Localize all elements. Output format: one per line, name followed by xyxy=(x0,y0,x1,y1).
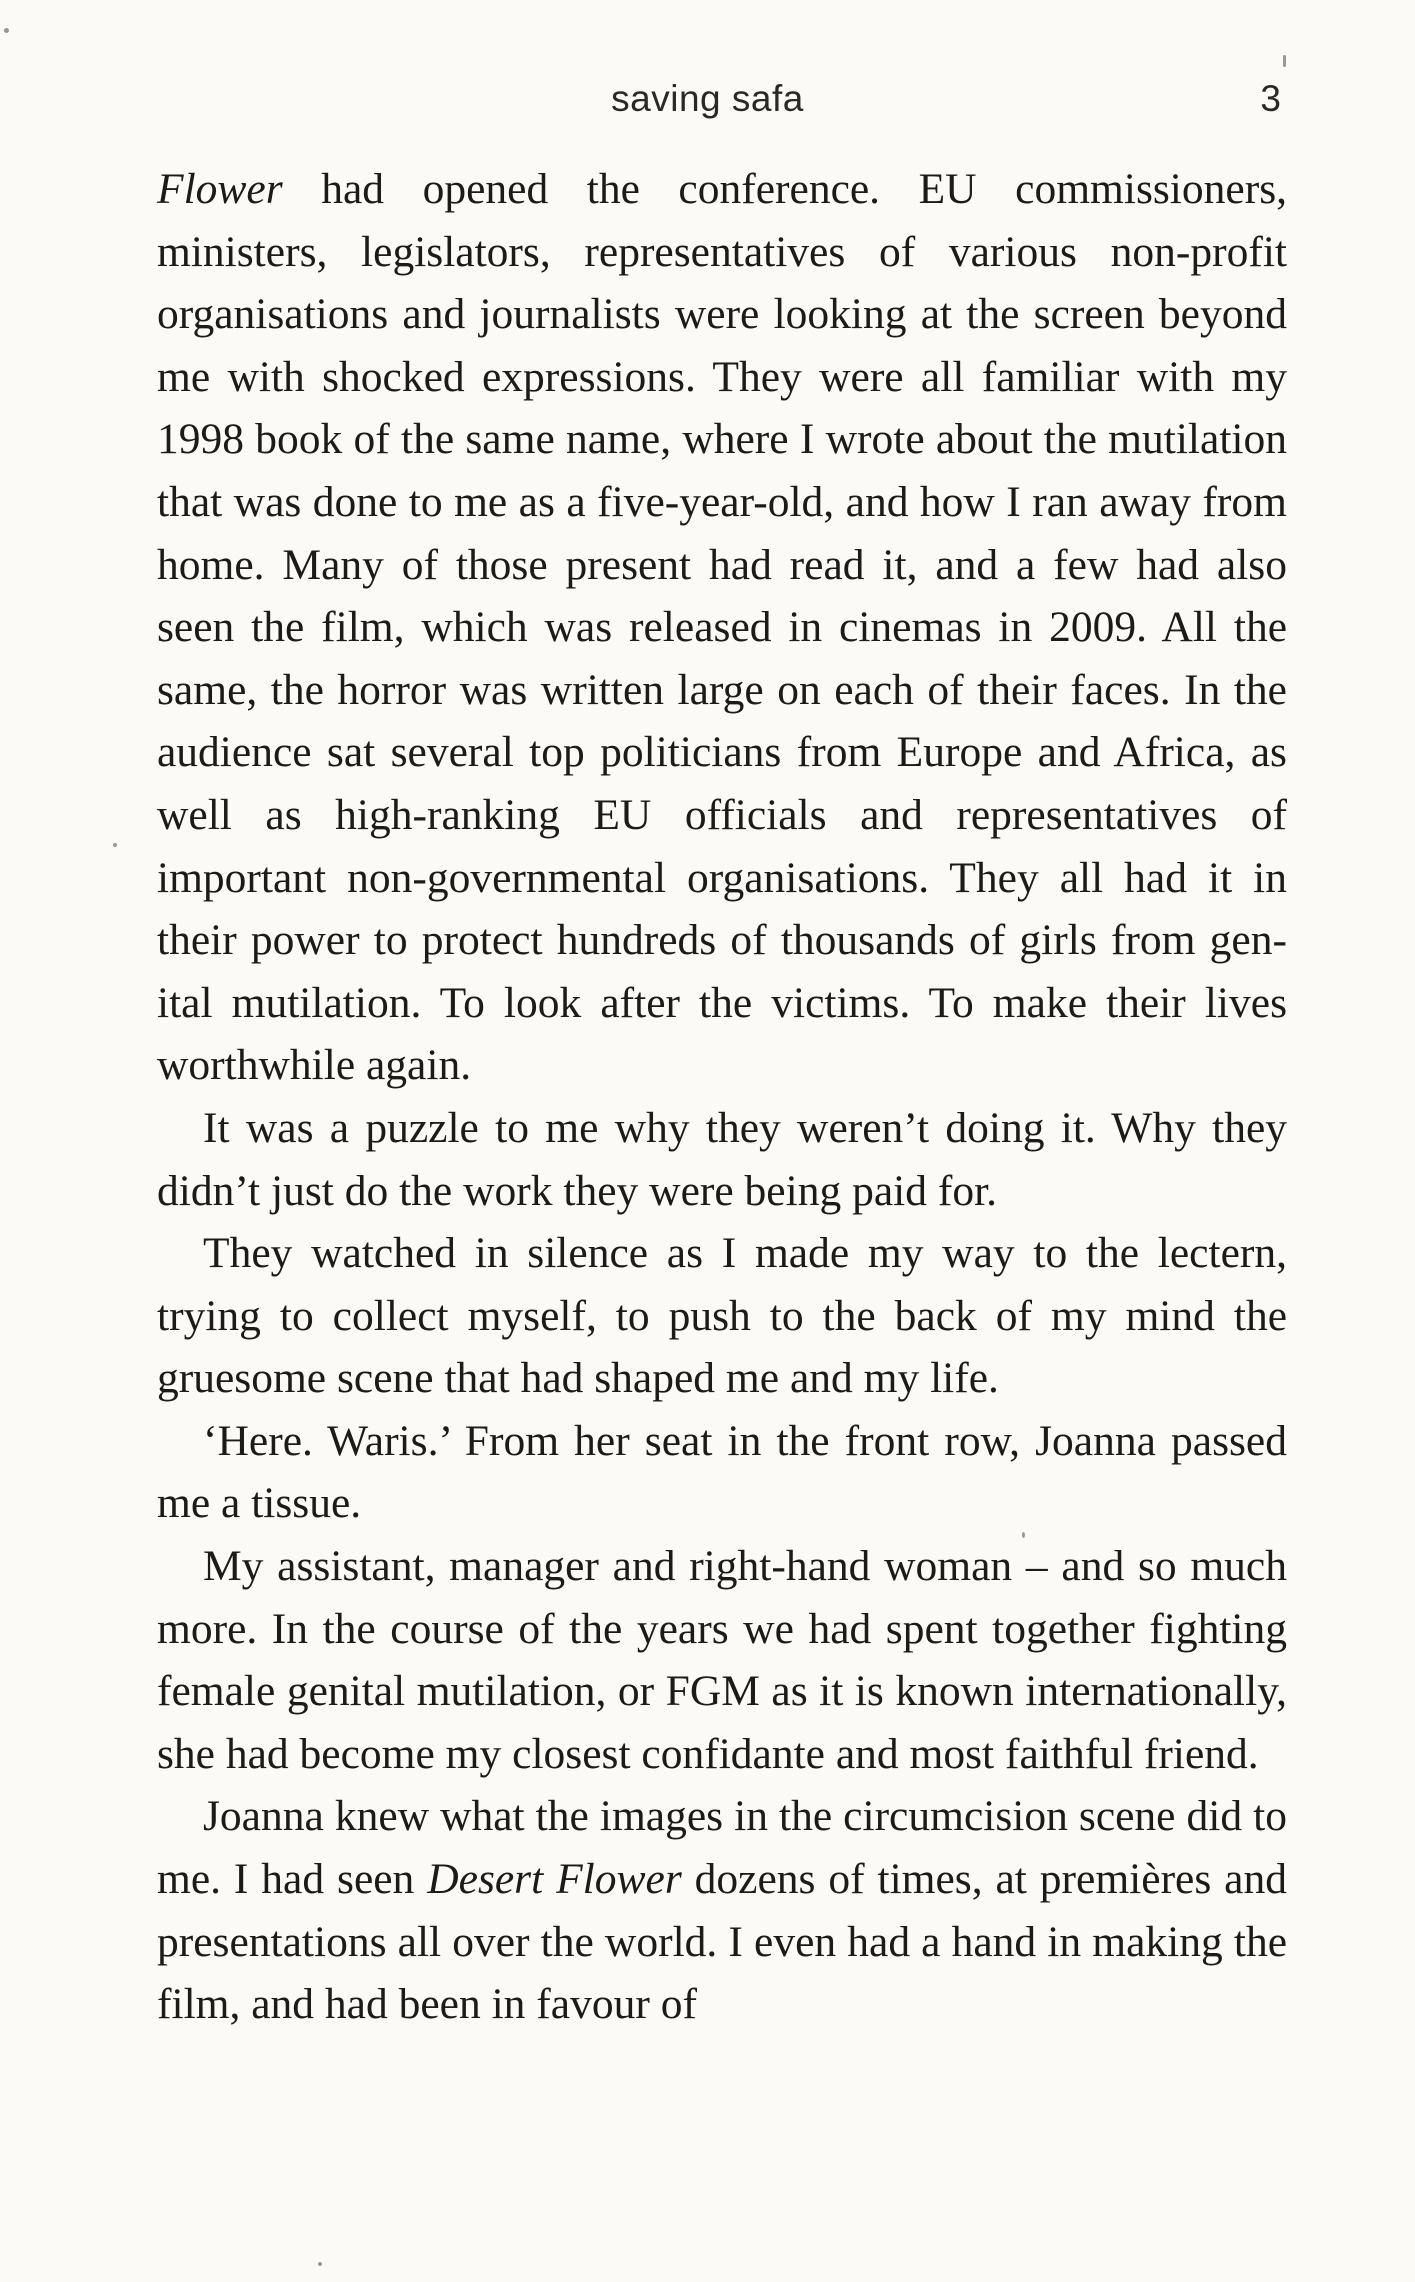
paragraph-text: They watched in silence as I made my way to the lectern, trying to collect myself, to push to the back of my mind the gruesome scene that had shaped me and my life. xyxy=(157,1229,1287,1403)
paragraph-6 xyxy=(157,1785,1287,2035)
paragraph-5 xyxy=(157,1535,1287,1785)
paragraph-1 xyxy=(157,158,1287,1097)
paragraph-text: My assistant, manager and right-hand woman – and so much more. In the course of the years we had spent together fighting female genital mutilation, or FGM as it is known internationally, she had become my closest confidante and most faithful friend. xyxy=(157,1542,1287,1778)
paragraph-text: Joanna knew what the images in the circumcision scene did to me. I had seen xyxy=(157,1792,1287,1904)
scan-speck xyxy=(1022,1532,1025,1538)
paragraph-text: ‘Here. Waris.’ From her seat in the front row, Joanna passed me a tissue. xyxy=(157,1416,1287,1528)
running-head xyxy=(0,78,1415,138)
scan-speck xyxy=(1283,55,1286,67)
scan-speck xyxy=(113,843,117,847)
paragraph-text: It was a puzzle to me why they weren’t doing it. Why they didn’t just do the work they were being paid for. xyxy=(157,1103,1287,1215)
body-text xyxy=(157,158,1287,2036)
paragraph-4 xyxy=(157,1410,1287,1535)
running-title: saving safa xyxy=(611,78,804,119)
paragraph-3 xyxy=(157,1222,1287,1410)
scan-speck xyxy=(318,2262,322,2266)
page-number: 3 xyxy=(1260,78,1281,119)
book-title-italic: Flower xyxy=(157,165,283,213)
paragraph-2 xyxy=(157,1097,1287,1222)
scan-speck xyxy=(4,28,9,33)
paragraph-text: dozens of times, at premières and presentations all over the world. I even had a hand in making the film, and had been in favour of xyxy=(157,1855,1287,2029)
film-title-italic: Desert Flower xyxy=(427,1855,682,1904)
paragraph-text: had opened the conference. EU commissioners, ministers, legislators, representatives of various non-profit organisations and journalists were looking at the screen beyond me with shocked expressions. They were all familiar with my 1998 book of the same name, where I wrote about the mutilation that was done to me as a five-year-old, and how I ran away from home. Many of those present had read it, and a few had also seen the film, which was released in cinemas in 2009. All the same, the horror was written large on each of their faces. In the audience sat several top politicians from Europe and Africa, as well as high-ranking EU officials and representatives of important non-governmental organisations. They all had it in their power to protect hundreds of thousands of girls from genital mutilation. To look after the victims. To make their lives worthwhile again. xyxy=(157,165,1287,1090)
